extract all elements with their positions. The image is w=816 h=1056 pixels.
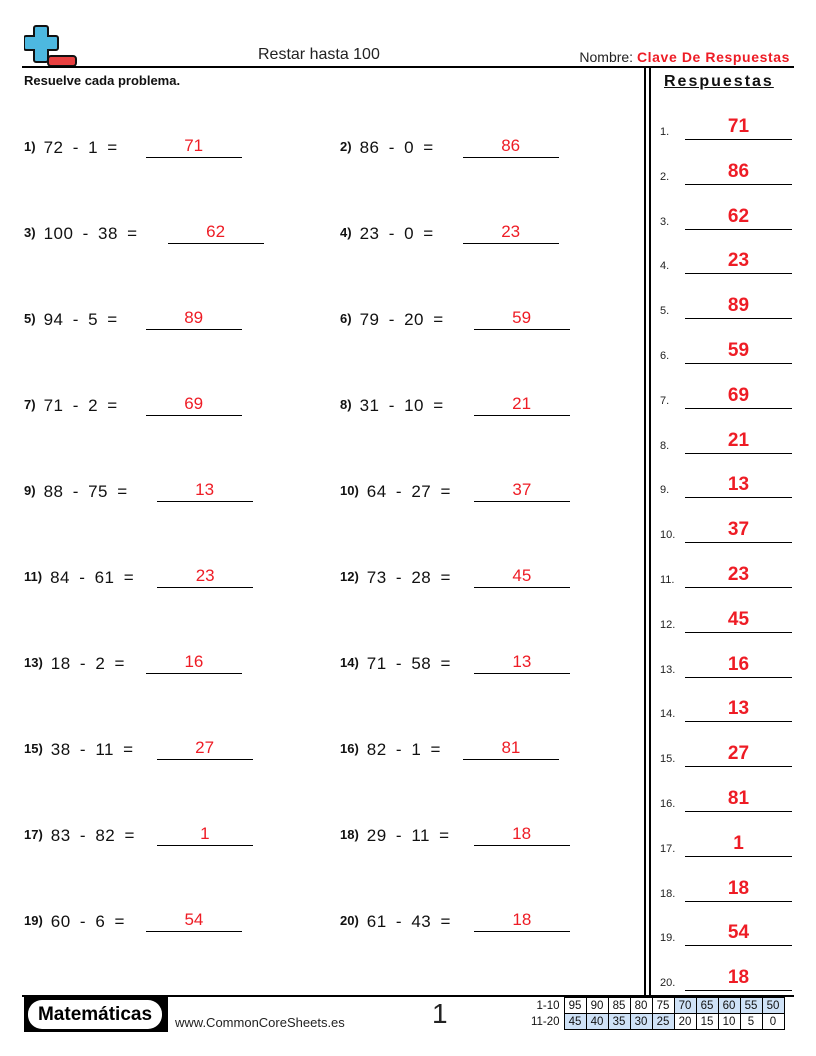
problem-number: 12)	[340, 569, 359, 584]
answer-key-value: 18	[685, 877, 792, 902]
site-url: www.CommonCoreSheets.es	[175, 1015, 345, 1030]
answer-key-item	[660, 379, 792, 409]
answer-key-number: 8.	[660, 439, 670, 452]
problem-expression: 86 - 0 =	[359, 138, 434, 157]
answer-key-item	[660, 289, 792, 319]
problem-expression: 88 - 75 =	[43, 482, 128, 501]
score-cell: 40	[586, 1014, 608, 1030]
page-number: 1	[432, 998, 448, 1029]
score-table	[528, 997, 785, 1030]
answer-blank[interactable]: 59	[474, 307, 570, 330]
score-cell: 15	[696, 1014, 718, 1030]
score-cell: 70	[674, 998, 696, 1014]
answer-blank[interactable]: 86	[463, 135, 559, 158]
answer-blank[interactable]: 81	[463, 737, 559, 760]
answer-key-value: 37	[685, 518, 792, 543]
problem-item	[24, 128, 242, 158]
answer-blank[interactable]: 62	[168, 221, 264, 244]
worksheet-title: Restar hasta 100	[258, 46, 380, 63]
instructions: Resuelve cada problema.	[24, 73, 181, 88]
answer-key-number: 12.	[660, 618, 676, 631]
problem-expression: 60 - 6 =	[50, 912, 125, 931]
problem-expression: 61 - 43 =	[366, 912, 451, 931]
problem-item	[340, 558, 570, 588]
problem-number: 13)	[24, 655, 43, 670]
score-cell: 10	[718, 1014, 740, 1030]
problem-item	[24, 558, 253, 588]
answer-key-value: 1	[685, 832, 792, 857]
problem-item	[24, 730, 253, 760]
score-cell: 5	[740, 1014, 762, 1030]
score-cell: 90	[586, 998, 608, 1014]
answer-key-value: 71	[685, 115, 792, 140]
answer-blank[interactable]: 54	[146, 909, 242, 932]
answer-key-number: 18.	[660, 887, 676, 900]
column-divider	[649, 67, 651, 996]
problem-number: 15)	[24, 741, 43, 756]
answer-blank[interactable]: 71	[146, 135, 242, 158]
problem-item	[340, 902, 570, 932]
answer-key-item	[660, 155, 792, 185]
problem-expression: 84 - 61 =	[50, 568, 135, 587]
answer-blank[interactable]: 69	[146, 393, 242, 416]
answer-key-item	[660, 872, 792, 902]
problem-expression: 72 - 1 =	[43, 138, 118, 157]
problem-number: 16)	[340, 741, 359, 756]
score-row	[528, 1014, 784, 1030]
answer-key-number: 14.	[660, 708, 676, 721]
answer-key-value: 16	[685, 653, 792, 678]
problem-number: 3)	[24, 225, 36, 240]
answer-blank[interactable]: 13	[474, 651, 570, 674]
answer-key-item	[660, 513, 792, 543]
answer-key-item	[660, 558, 792, 588]
score-cell: 95	[564, 998, 586, 1014]
answer-key-number: 13.	[660, 663, 676, 676]
score-row-label: 1-10	[536, 999, 560, 1012]
answer-key-number: 9.	[660, 484, 670, 497]
problem-item	[24, 214, 264, 244]
score-cell: 30	[630, 1014, 652, 1030]
header-divider	[22, 66, 794, 68]
name-value: Clave De Respuestas	[636, 49, 790, 65]
score-cell: 75	[652, 998, 674, 1014]
score-cell: 25	[652, 1014, 674, 1030]
score-cell: 55	[740, 998, 762, 1014]
answer-key-item	[660, 648, 792, 678]
column-divider	[644, 67, 646, 996]
name-field	[579, 49, 790, 65]
answer-key-value: 54	[685, 921, 792, 946]
problem-number: 6)	[340, 311, 352, 326]
brand-label: Matemáticas	[28, 1000, 162, 1029]
problem-number: 11)	[24, 569, 43, 584]
answer-key-number: 3.	[660, 215, 670, 228]
answer-blank[interactable]: 23	[463, 221, 559, 244]
score-cell: 35	[608, 1014, 630, 1030]
answer-key-value: 18	[685, 966, 792, 991]
problem-item	[340, 128, 559, 158]
answer-key-item	[660, 737, 792, 767]
problem-item	[340, 816, 570, 846]
answer-blank[interactable]: 37	[474, 479, 570, 502]
answer-key-item	[660, 603, 792, 633]
problem-item	[24, 300, 242, 330]
problem-number: 2)	[340, 139, 352, 154]
answer-key-item	[660, 916, 792, 946]
answer-key-value: 69	[685, 384, 792, 409]
answer-blank[interactable]: 18	[474, 823, 570, 846]
answer-key-number: 19.	[660, 932, 676, 945]
answer-key-item	[660, 827, 792, 857]
problem-expression: 18 - 2 =	[50, 654, 125, 673]
answer-key-number: 6.	[660, 350, 670, 362]
problem-number: 1)	[24, 139, 36, 154]
answer-key-item	[660, 334, 792, 364]
answer-key-value: 86	[685, 160, 792, 185]
problem-number: 7)	[24, 397, 36, 412]
answer-blank[interactable]: 21	[474, 393, 570, 416]
problem-item	[340, 214, 559, 244]
answer-key-number: 20.	[660, 977, 676, 990]
score-cell: 0	[762, 1014, 784, 1030]
problem-number: 17)	[24, 827, 43, 842]
answer-blank[interactable]: 18	[474, 909, 570, 932]
answer-key-item	[660, 692, 792, 722]
problem-expression: 38 - 11 =	[50, 740, 134, 759]
answer-blank[interactable]: 16	[146, 651, 242, 674]
answer-key-item	[660, 424, 792, 454]
answer-key-number: 7.	[660, 394, 670, 407]
problem-expression: 71 - 58 =	[366, 654, 451, 673]
answer-key-number: 4.	[660, 260, 670, 273]
problem-item	[340, 300, 570, 330]
answer-key-value: 23	[685, 563, 792, 588]
answer-key-value: 23	[685, 249, 792, 274]
answer-key-value: 21	[685, 429, 792, 454]
answer-key-value: 13	[685, 473, 792, 498]
problem-expression: 31 - 10 =	[359, 396, 444, 415]
score-cell: 50	[762, 998, 784, 1014]
problem-item	[24, 644, 242, 674]
problem-number: 19)	[24, 913, 43, 928]
answer-key-number: 5.	[660, 305, 670, 318]
answer-key-number: 17.	[660, 842, 676, 855]
answer-key-value: 59	[685, 339, 792, 364]
answer-blank[interactable]: 89	[146, 307, 242, 330]
answer-blank[interactable]: 45	[474, 565, 570, 588]
answer-key-number: 15.	[660, 753, 676, 766]
answer-key-item	[660, 200, 792, 230]
problem-expression: 64 - 27 =	[366, 482, 451, 501]
answer-key-item	[660, 244, 792, 274]
problem-expression: 73 - 28 =	[366, 568, 451, 587]
score-cell: 20	[674, 1014, 696, 1030]
answer-key-number: 16.	[660, 798, 676, 810]
answer-key-number: 1.	[660, 126, 670, 138]
problem-expression: 100 - 38 =	[43, 224, 138, 243]
problem-item	[24, 902, 242, 932]
problem-item	[24, 472, 253, 502]
problem-expression: 83 - 82 =	[50, 826, 135, 845]
score-row-label: 11-20	[530, 1015, 560, 1028]
answer-key-value: 89	[685, 294, 792, 319]
score-cell: 45	[564, 1014, 586, 1030]
problem-expression: 23 - 0 =	[359, 224, 434, 243]
answer-key-value: 62	[685, 205, 792, 230]
problem-number: 18)	[340, 827, 359, 842]
brand-badge	[24, 997, 168, 1032]
answer-key-value: 13	[685, 697, 792, 722]
answer-key-item	[660, 110, 792, 140]
answer-blank[interactable]: 1	[157, 823, 253, 846]
problem-number: 10)	[340, 483, 359, 498]
answer-blank[interactable]: 27	[157, 737, 253, 760]
answer-key-title: Respuestas	[664, 73, 774, 90]
problem-expression: 71 - 2 =	[43, 396, 118, 415]
score-cell: 65	[696, 998, 718, 1014]
answer-key-item	[660, 782, 792, 812]
problem-item	[24, 386, 242, 416]
problem-expression: 82 - 1 =	[366, 740, 441, 759]
problem-number: 4)	[340, 225, 352, 240]
problem-expression: 94 - 5 =	[43, 310, 118, 329]
problem-item	[340, 386, 570, 416]
problem-expression: 79 - 20 =	[359, 310, 444, 329]
answer-key-number: 10.	[660, 529, 676, 542]
problem-item	[340, 472, 570, 502]
answer-key-value: 45	[685, 608, 792, 633]
score-cell: 60	[718, 998, 740, 1014]
plus-minus-logo-icon	[24, 24, 78, 68]
score-cell: 85	[608, 998, 630, 1014]
problem-number: 9)	[24, 483, 36, 498]
score-row	[528, 998, 784, 1014]
answer-key-value: 27	[685, 742, 792, 767]
answer-key-item	[660, 961, 792, 991]
score-cell: 80	[630, 998, 652, 1014]
problem-item	[24, 816, 253, 846]
problem-item	[340, 730, 559, 760]
name-label: Nombre:	[579, 49, 634, 65]
problem-item	[340, 644, 570, 674]
problem-expression: 29 - 11 =	[366, 826, 450, 845]
answer-key-item	[660, 468, 792, 498]
problem-number: 8)	[340, 397, 352, 412]
answer-blank[interactable]: 23	[157, 565, 253, 588]
problem-number: 20)	[340, 913, 359, 928]
answer-key-value: 81	[685, 787, 792, 812]
problem-number: 5)	[24, 311, 36, 326]
answer-blank[interactable]: 13	[157, 479, 253, 502]
answer-key-number: 2.	[660, 170, 670, 183]
answer-key-number: 11.	[660, 574, 675, 586]
problem-number: 14)	[340, 655, 359, 670]
